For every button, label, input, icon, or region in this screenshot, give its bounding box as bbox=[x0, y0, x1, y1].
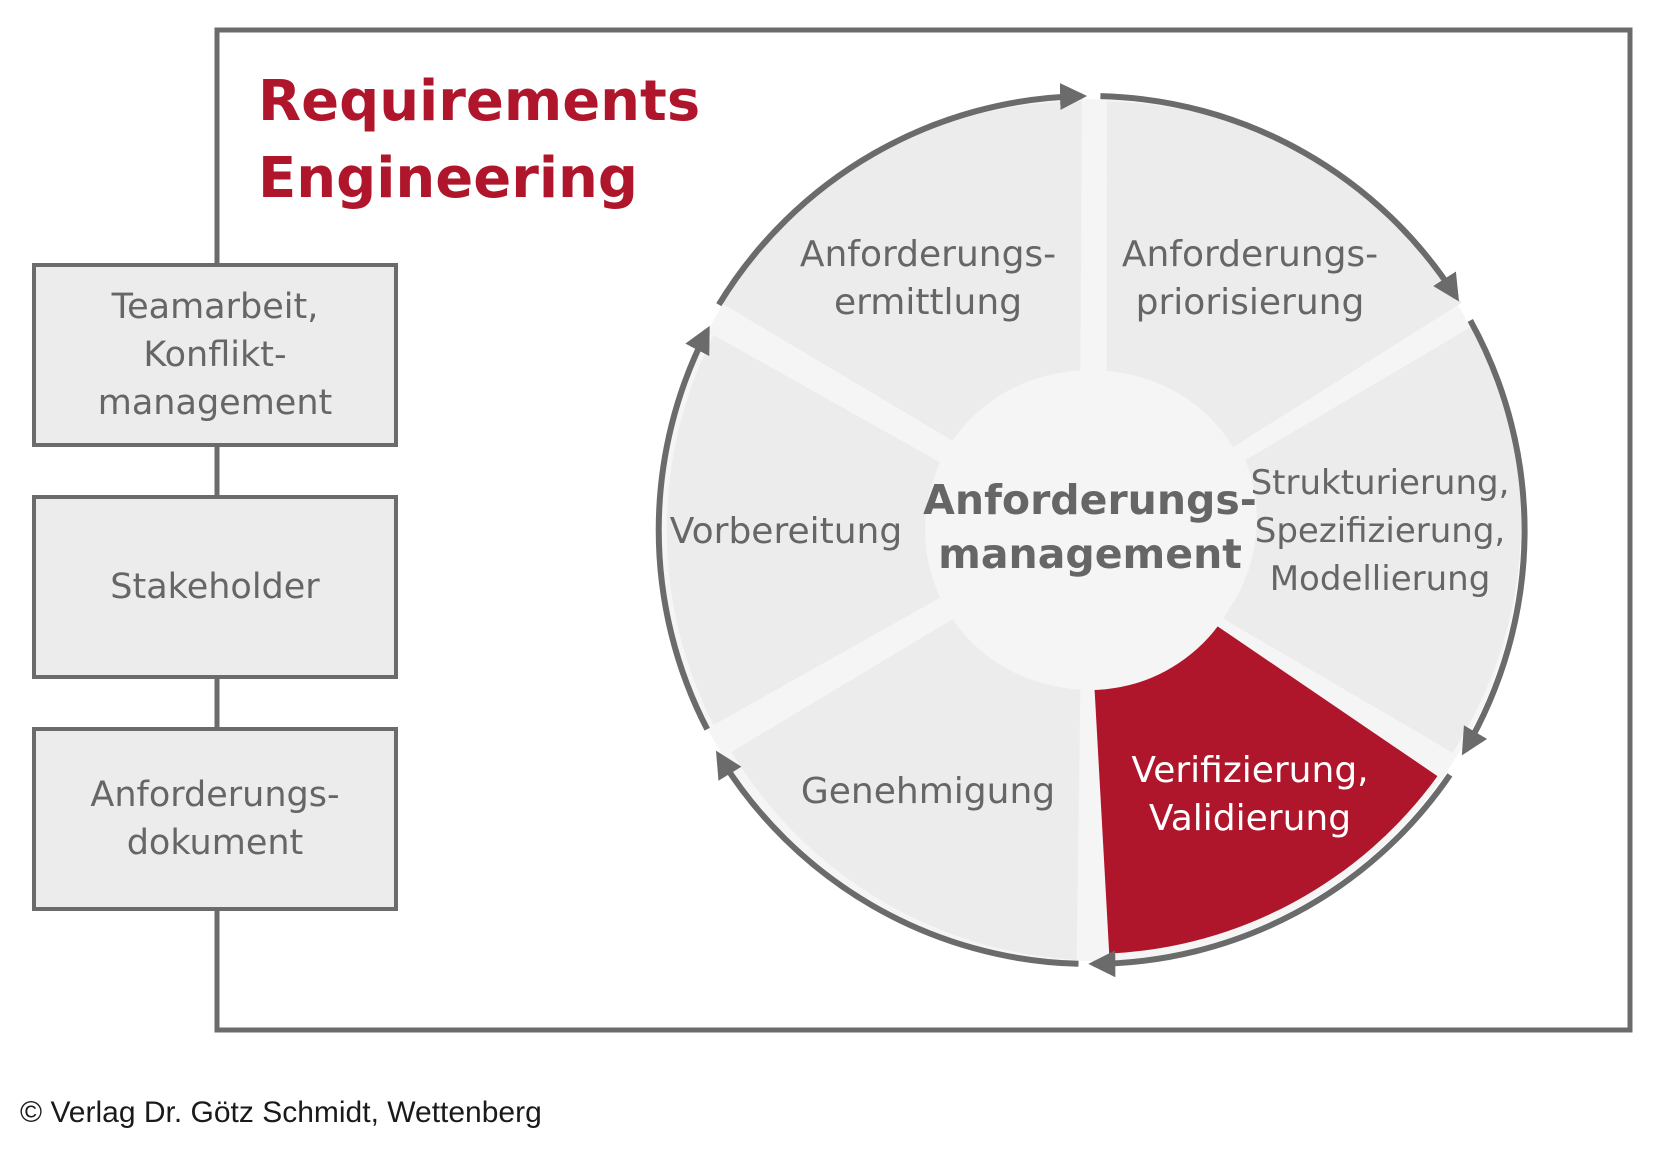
segment-label-ermittlung: ermittlung bbox=[833, 282, 1023, 323]
segment-label-verifizierung: Validierung bbox=[1148, 798, 1352, 839]
segment-label-verifizierung: Verifizierung, bbox=[1131, 750, 1369, 791]
side-box-label: Stakeholder bbox=[110, 567, 320, 607]
side-box-label: management bbox=[97, 383, 333, 423]
segment-label-strukturierung: Spezifizierung, bbox=[1254, 511, 1506, 551]
side-box-label: Anforderungs- bbox=[90, 775, 340, 815]
side-box-stakeholder bbox=[34, 497, 396, 677]
side-box-label: dokument bbox=[126, 823, 304, 863]
segment-label-genehmigung: Genehmigung bbox=[800, 771, 1056, 812]
segment-label-vorbereitung: Vorbereitung bbox=[669, 511, 903, 552]
side-box-label: Teamarbeit, bbox=[111, 287, 319, 327]
segment-label-ermittlung: Anforderungs- bbox=[799, 234, 1057, 275]
title-line-1: Requirements bbox=[258, 69, 701, 134]
segment-label-priorisierung: Anforderungs- bbox=[1121, 234, 1379, 275]
side-box-teamarbeit bbox=[34, 265, 396, 445]
side-box-anforderungsdokument bbox=[34, 729, 396, 909]
segment-label-priorisierung: priorisierung bbox=[1135, 282, 1365, 323]
side-box-label: Konflikt- bbox=[143, 335, 287, 375]
center-label-line-1: Anforderungs- bbox=[923, 476, 1257, 524]
title-line-2: Engineering bbox=[258, 146, 638, 211]
segment-label-strukturierung: Modellierung bbox=[1269, 559, 1491, 599]
center-label-line-2: management bbox=[938, 530, 1242, 578]
copyright-notice: © Verlag Dr. Götz Schmidt, Wettenberg bbox=[20, 1096, 542, 1129]
segment-label-strukturierung: Strukturierung, bbox=[1250, 463, 1510, 503]
